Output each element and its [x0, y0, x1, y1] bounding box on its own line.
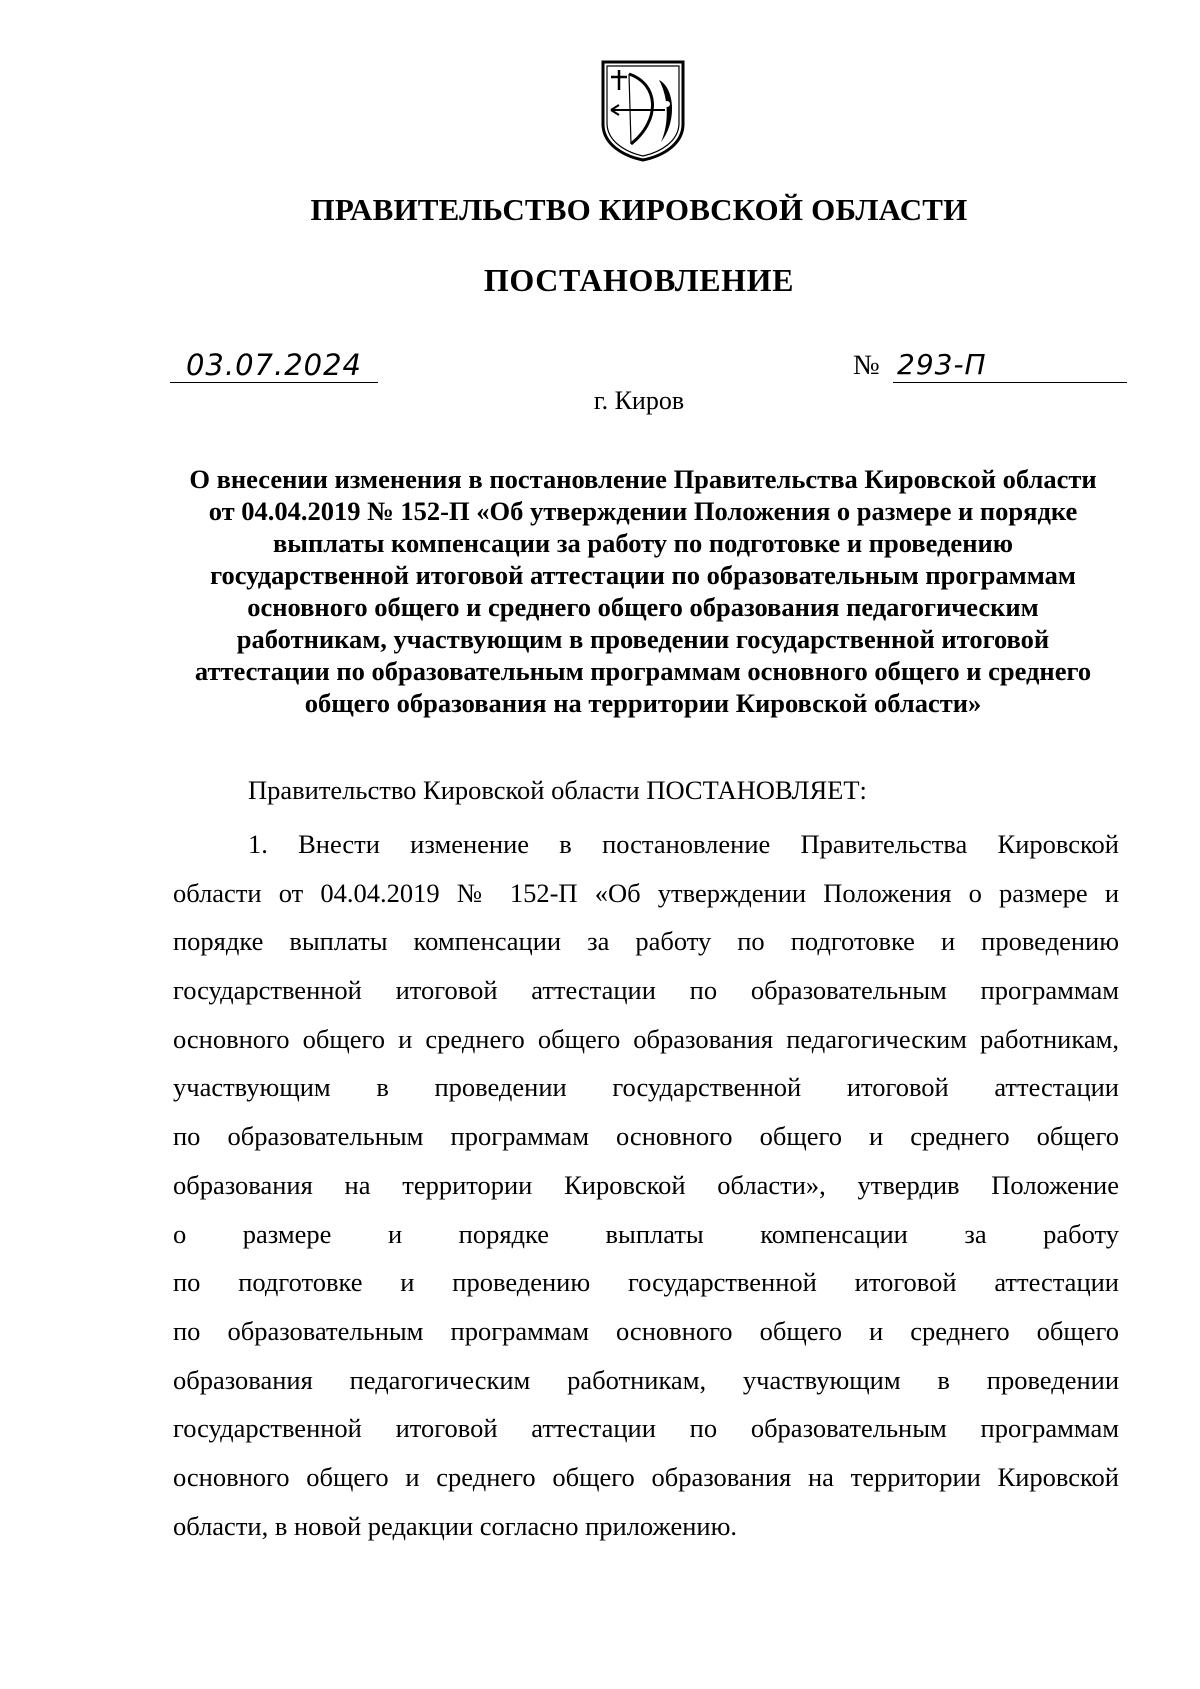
body-line: участвующим в проведении государственной итоговой аттестации	[173, 1072, 1119, 1103]
body-line: по образовательным программам основного общего и среднего общего	[173, 1121, 1119, 1152]
document-type: ПОСТАНОВЛЕНИЕ	[483, 262, 795, 298]
heading-line: основного общего и среднего общего образования педагогическим	[247, 592, 1039, 622]
body-paragraph	[173, 820, 1119, 1550]
body-line: по подготовке и проведению государственной итоговой аттестации	[173, 1267, 1119, 1298]
body-line: образования на территории Кировской области», утвердив Положение	[173, 1169, 1119, 1200]
body-line: основного общего и среднего общего образования на территории Кировской	[173, 1461, 1119, 1492]
document-number: 293-П	[893, 348, 1127, 383]
government-title: ПРАВИТЕЛЬСТВО КИРОВСКОЙ ОБЛАСТИ	[310, 192, 968, 227]
body-line: области от 04.04.2019 № 152-П «Об утверждении Положения о размере и	[173, 877, 1119, 908]
document-date: 03.07.2024	[170, 348, 378, 383]
heading-line: общего образования на территории Кировской области»	[304, 688, 982, 718]
heading-line: О внесении изменения в постановление Правительства Кировской области	[189, 464, 1097, 494]
body-line: области, в новой редакции согласно приложению.	[173, 1510, 738, 1541]
heading-line: от 04.04.2019 № 152-П «Об утверждении Положения о размере и порядке	[208, 496, 1078, 526]
heading-line: выплаты компенсации за работу по подготовке и проведению	[273, 528, 1013, 558]
number-sign: №	[853, 350, 880, 381]
body-line: государственной итоговой аттестации по образовательным программам	[173, 1413, 1119, 1444]
body-line: 1. Внести изменение в постановление Правительства Кировской	[248, 829, 1119, 859]
heading-line: государственной итоговой аттестации по образовательным программам	[210, 560, 1076, 590]
body-line: основного общего и среднего общего образования педагогическим работникам,	[173, 1023, 1119, 1054]
coat-of-arms-icon	[597, 58, 689, 162]
body-line: государственной итоговой аттестации по образовательным программам	[173, 975, 1119, 1006]
preamble: Правительство Кировской области ПОСТАНОВЛЯЕТ:	[248, 775, 867, 805]
body-line: по образовательным программам основного общего и среднего общего	[173, 1315, 1119, 1346]
body-line: образования педагогическим работникам, участвующим в проведении	[173, 1364, 1119, 1395]
heading-line: аттестации по образовательным программам основного общего и среднего	[194, 656, 1092, 686]
document-heading	[168, 463, 1118, 719]
body-line: о размере и порядке выплаты компенсации за работу	[173, 1218, 1119, 1249]
body-line: порядке выплаты компенсации за работу по подготовке и проведению	[173, 926, 1119, 957]
city: г. Киров	[593, 386, 685, 415]
heading-line: работникам, участвующим в проведении государственной итоговой	[236, 624, 1050, 654]
